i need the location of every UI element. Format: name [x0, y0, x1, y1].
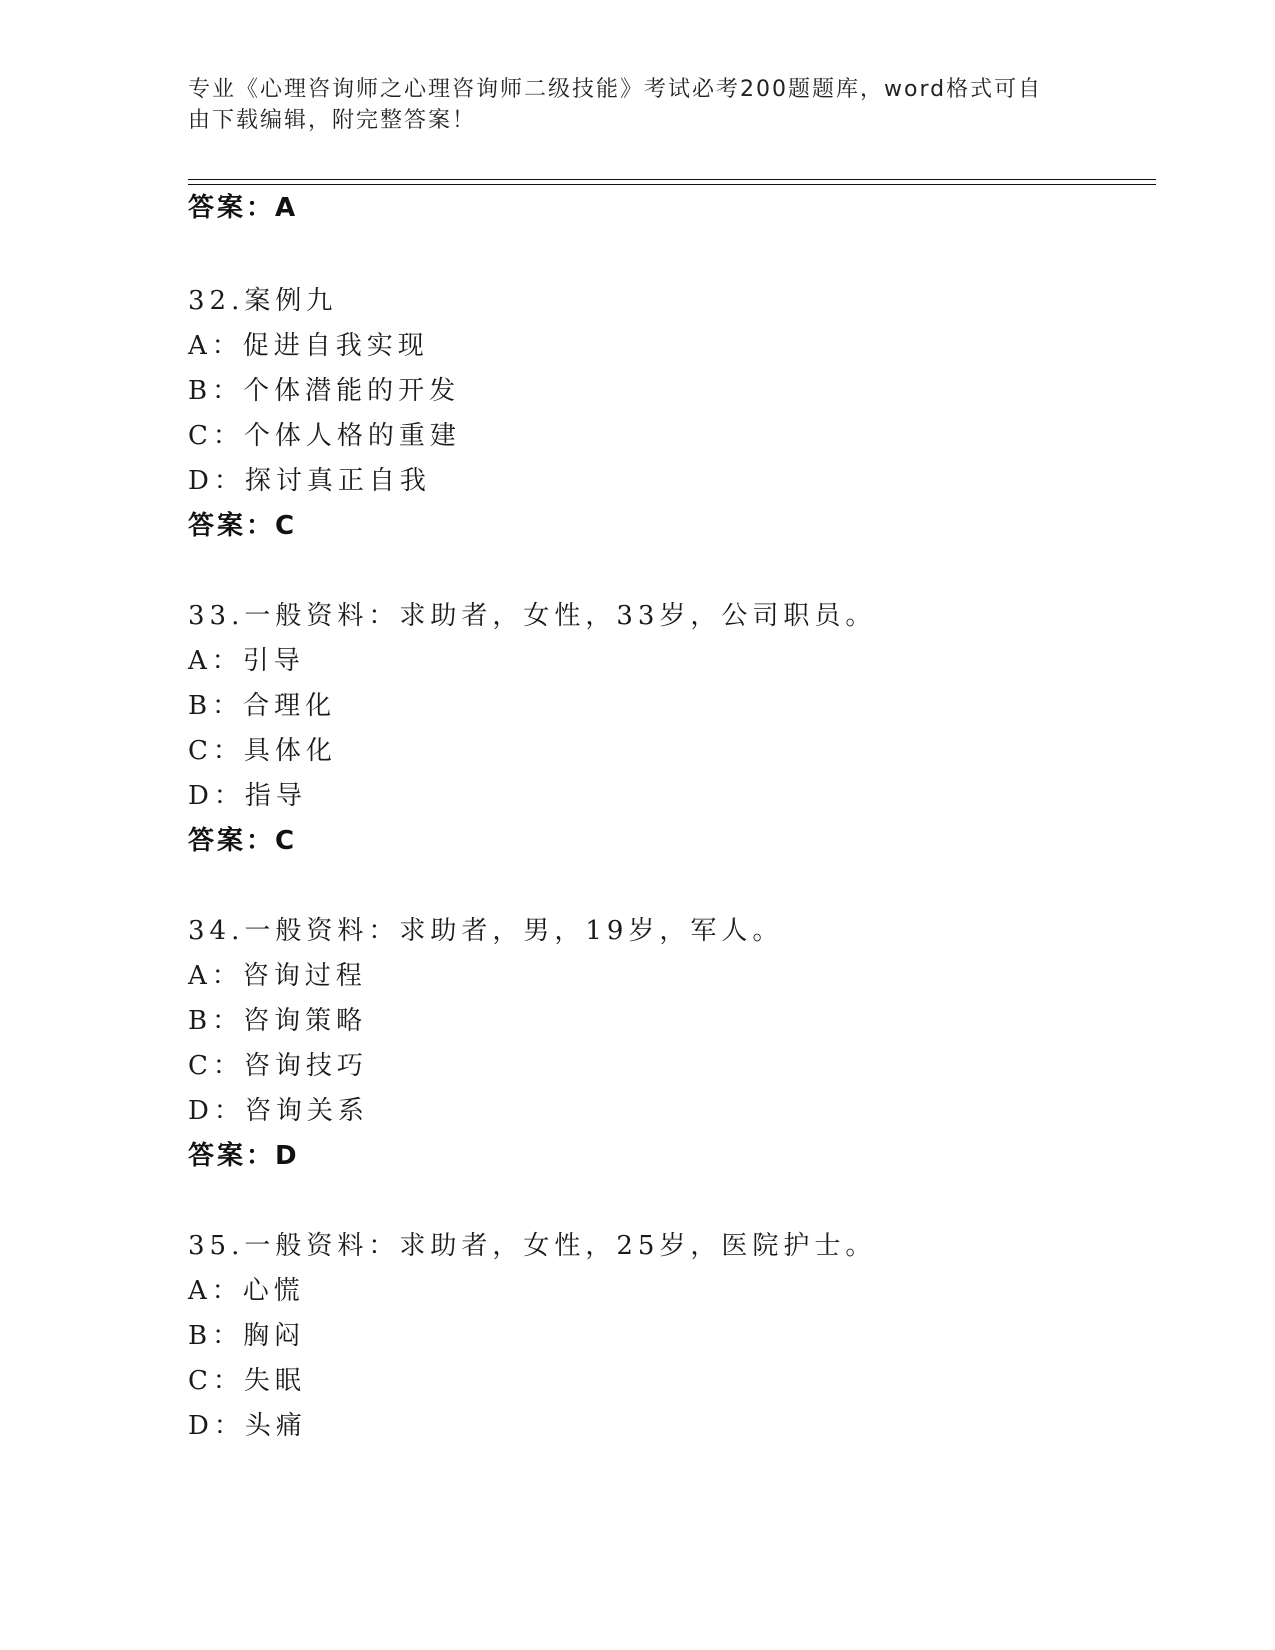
answer: 答案：C — [188, 826, 298, 856]
option-a: A：咨询过程 — [188, 961, 367, 991]
document-header — [188, 74, 1068, 136]
option-b: B：胸闷 — [188, 1321, 306, 1351]
option-a: A：心慌 — [188, 1276, 305, 1306]
option-d: D：咨询关系 — [188, 1096, 369, 1126]
option-c: C：失眠 — [188, 1366, 306, 1396]
answer: 答案：C — [188, 511, 298, 541]
option-c: C：咨询技巧 — [188, 1051, 368, 1081]
question-stem: 32.案例九 — [188, 286, 338, 316]
answer: 答案：D — [188, 1141, 300, 1171]
option-b: B：合理化 — [188, 691, 337, 721]
option-d: D：头痛 — [188, 1411, 307, 1441]
header-line-1: 专业《心理咨询师之心理咨询师二级技能》考试必考200题题库，word格式可自 — [188, 77, 1043, 102]
question-stem: 34.一般资料：求助者，男，19岁，军人。 — [188, 916, 784, 946]
header-divider-top — [188, 179, 1156, 180]
option-d: D：探讨真正自我 — [188, 466, 431, 496]
option-c: C：个体人格的重建 — [188, 421, 461, 451]
option-c: C：具体化 — [188, 736, 337, 766]
option-b: B：咨询策略 — [188, 1006, 368, 1036]
option-d: D：指导 — [188, 781, 307, 811]
option-a: A：促进自我实现 — [188, 331, 429, 361]
answer-top: 答案：A — [188, 193, 299, 223]
question-stem: 33.一般资料：求助者，女性，33岁，公司职员。 — [188, 601, 877, 631]
header-divider-bottom — [188, 184, 1156, 185]
header-line-2: 由下载编辑，附完整答案！ — [188, 108, 477, 133]
option-a: A：引导 — [188, 646, 305, 676]
question-stem: 35.一般资料：求助者，女性，25岁，医院护士。 — [188, 1231, 877, 1261]
option-b: B：个体潜能的开发 — [188, 376, 461, 406]
